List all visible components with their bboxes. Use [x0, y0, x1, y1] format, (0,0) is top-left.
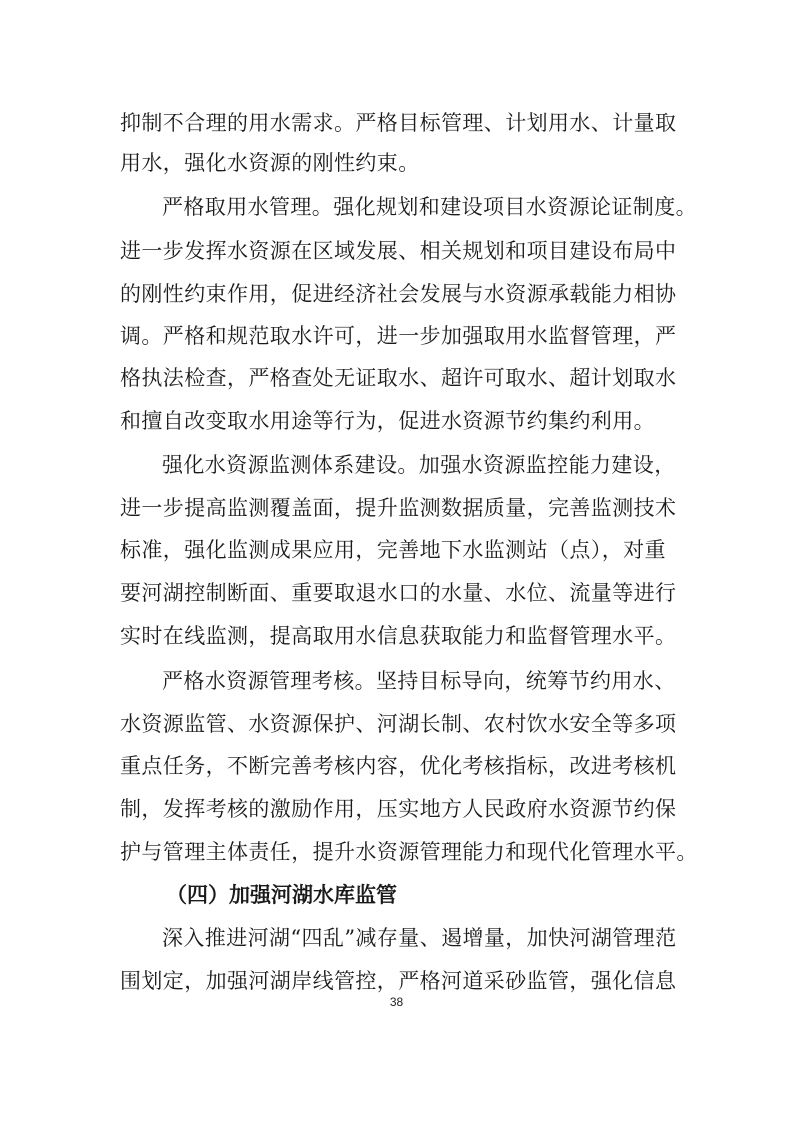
body-text-line: 调。严格和规范取水许可，进一步加强取用水监督管理，严 [120, 324, 677, 348]
body-text-line: 进一步提高监测覆盖面，提升监测数据质量，完善监测技术 [120, 496, 677, 520]
body-text-line: 要河湖控制断面、重要取退水口的水量、水位、流量等进行 [120, 581, 677, 605]
body-text-line: 抑制不合理的用水需求。严格目标管理、计划用水、计量取 [120, 111, 677, 135]
body-text-line: 和擅自改变取水用途等行为，促进水资源节约集约利用。 [120, 409, 655, 433]
body-text-line: 护与管理主体责任，提升水资源管理能力和现代化管理水平。 [120, 840, 698, 864]
body-text-line: 实时在线监测，提高取用水信息获取能力和监督管理水平。 [120, 624, 677, 648]
body-text-line: 进一步发挥水资源在区域发展、相关规划和项目建设布局中 [120, 239, 677, 263]
body-text-line: 的刚性约束作用，促进经济社会发展与水资源承载能力相协 [120, 282, 677, 306]
section-heading: （四）加强河湖水库监管 [166, 883, 397, 907]
body-text-line: 制，发挥考核的激励作用，压实地方人民政府水资源节约保 [120, 797, 677, 821]
paragraph-first-line: 严格水资源管理考核。坚持目标导向，统筹节约用水、 [162, 669, 676, 693]
body-text-line: 围划定，加强河湖岸线管控，严格河道采砂监管，强化信息 [120, 969, 677, 993]
body-text-line: 格执法检查，严格查处无证取水、超许可取水、超计划取水 [120, 366, 677, 390]
paragraph-first-line: 严格取用水管理。强化规划和建设项目水资源论证制度。 [162, 195, 697, 219]
page-number: 38 [389, 995, 404, 1009]
paragraph-first-line: 深入推进河湖“四乱”减存量、遏增量，加快河湖管理范 [162, 926, 677, 950]
body-text-line: 水资源监管、水资源保护、河湖长制、农村饮水安全等多项 [120, 712, 677, 736]
body-text-line: 用水，强化水资源的刚性约束。 [120, 151, 420, 175]
body-text-line: 标准，强化监测成果应用，完善地下水监测站（点），对重 [120, 538, 666, 562]
body-text-line: 重点任务，不断完善考核内容，优化考核指标，改进考核机 [120, 754, 677, 778]
paragraph-first-line: 强化水资源监测体系建设。加强水资源监控能力建设， [162, 453, 676, 477]
